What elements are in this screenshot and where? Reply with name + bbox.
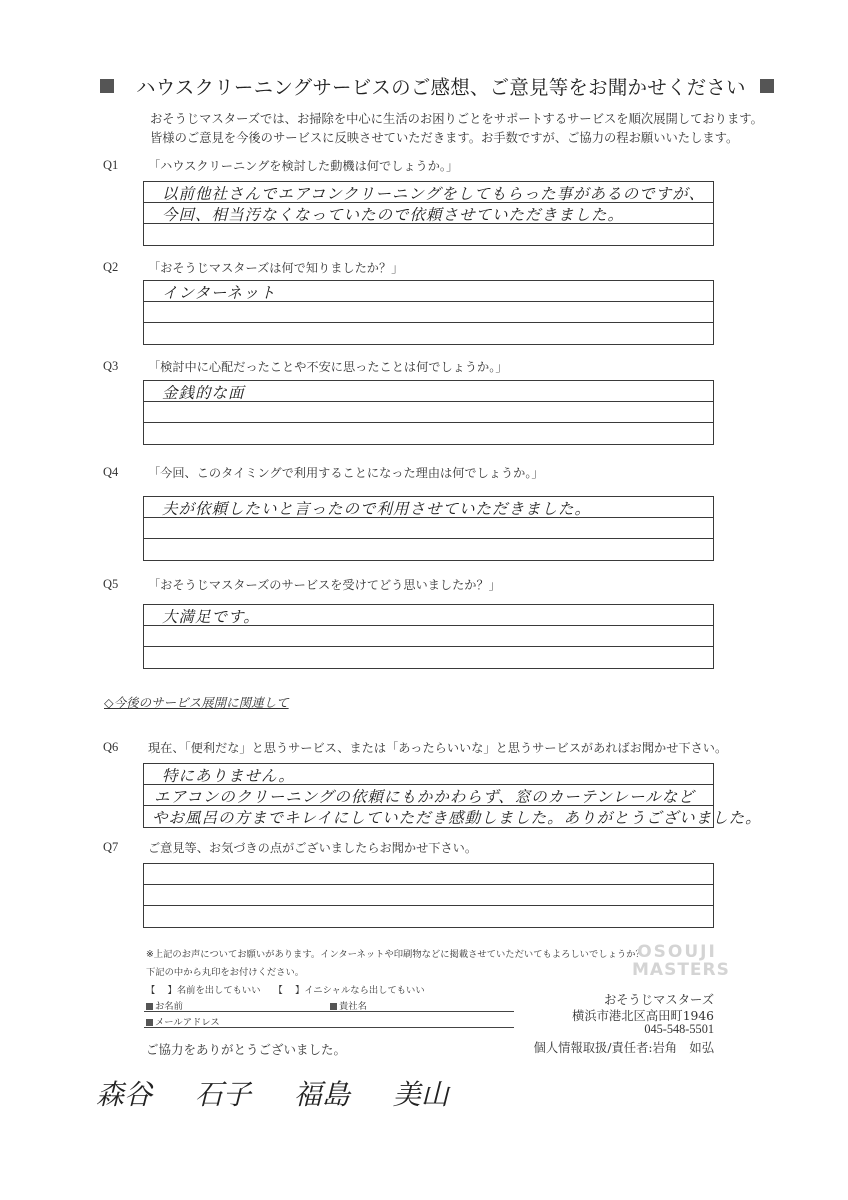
square-bullet-icon (760, 79, 774, 93)
q2-text: 「おそうじマスターズは何で知りましたか？」 (148, 261, 404, 275)
answer-row[interactable] (144, 497, 713, 518)
privacy-officer: 個人情報取扱/責任者:岩角 如弘 (533, 1041, 714, 1055)
square-bullet-icon (330, 1003, 337, 1010)
company-logo (632, 942, 730, 980)
name-field[interactable] (146, 998, 183, 1012)
square-bullet-icon (146, 1003, 153, 1010)
option-name-ok[interactable]: 【 】名前を出してもいい (146, 985, 261, 996)
divider (144, 1027, 514, 1028)
q6-label: Q6 (103, 740, 119, 754)
consent-note-1: ※上記のお声についてお願いがあります。インターネットや印刷物などに掲載させていただいてもよろしいでしょうか？ (146, 949, 645, 960)
section-heading: ◇今後のサービス展開に関連して (104, 695, 289, 710)
q7-answer-box[interactable] (143, 863, 714, 928)
handwritten-answer: 大満足です。 (162, 608, 260, 626)
handwritten-answer: エアコンのクリーニングの依頼にもかかわらず、窓のカーテンレールなど (154, 788, 695, 806)
q3-answer-box[interactable] (143, 380, 714, 445)
square-bullet-icon (146, 1019, 153, 1026)
q3-label: Q3 (103, 359, 119, 373)
answer-row[interactable] (144, 224, 713, 245)
answer-row[interactable] (144, 281, 713, 302)
handwritten-signatures (96, 1073, 483, 1113)
q1-label: Q1 (103, 158, 119, 172)
q2-answer-box[interactable] (143, 280, 714, 345)
handwritten-answer: 今回、相当汚なくなっていたので依頼させていただきました。 (162, 206, 625, 224)
intro-line-2: 皆様のご意見を今後のサービスに反映させていただきます。お手数ですが、ご協力の程お願いいたします。 (150, 131, 739, 145)
answer-row[interactable] (144, 402, 713, 423)
q5-label: Q5 (103, 577, 119, 591)
answer-row[interactable] (144, 906, 713, 927)
handwritten-answer: 夫が依頼したいと言ったので利用させていただきました。 (162, 500, 592, 518)
q5-answer-box[interactable] (143, 604, 714, 669)
handwritten-answer: やお風呂の方までキレイにしていただき感動しました。ありがとうございました。 (152, 809, 762, 827)
answer-row[interactable] (144, 518, 713, 539)
answer-row[interactable] (144, 203, 713, 224)
answer-row[interactable] (144, 806, 762, 827)
q4-text: 「今回、このタイミングで利用することになった理由は何でしょうか。」 (148, 466, 544, 480)
q6-text: 現在、「便利だな」と思うサービス、または「あったらいいな」と思うサービスがあればお聞かせ下さい。 (148, 741, 728, 755)
company-address: 横浜市港北区高田町1946 (572, 1009, 714, 1023)
handwritten-answer: 特にありません。 (162, 767, 295, 785)
q1-text: 「ハウスクリーニングを検討した動機は何でしょうか。」 (148, 159, 459, 173)
company-field[interactable] (330, 998, 367, 1012)
signature: 福島 (293, 1078, 350, 1111)
q7-label: Q7 (103, 840, 119, 854)
answer-row[interactable] (144, 302, 713, 323)
square-bullet-icon (100, 79, 114, 93)
signature: 石子 (194, 1078, 251, 1111)
signature: 森谷 (96, 1078, 153, 1111)
divider (144, 1011, 514, 1012)
signature: 美山 (392, 1078, 449, 1111)
q5-text: 「おそうじマスターズのサービスを受けてどう思いましたか？」 (148, 578, 501, 592)
email-field[interactable] (146, 1014, 220, 1028)
answer-row[interactable] (144, 381, 713, 402)
q7-text: ご意見等、お気づきの点がございましたらお聞かせ下さい。 (148, 841, 478, 855)
name-field-label: お名前 (155, 1001, 183, 1012)
company-name: おそうじマスターズ (603, 993, 714, 1007)
q1-answer-box[interactable] (143, 181, 714, 246)
intro-text (150, 110, 763, 148)
q6-answer-box[interactable] (143, 763, 762, 828)
answer-row[interactable] (144, 605, 713, 626)
handwritten-answer: 金銭的な面 (162, 384, 245, 402)
answer-row[interactable] (144, 647, 713, 668)
answer-row[interactable] (144, 182, 713, 203)
q3-text: 「検討中に心配だったことや不安に思ったことは何でしょうか。」 (148, 360, 508, 374)
option-initial-ok[interactable]: 【 】イニシャルなら出してもいい (273, 985, 425, 996)
handwritten-answer: 以前他社さんでエアコンクリーニングをしてもらった事があるのですが、 (162, 185, 706, 203)
answer-row[interactable] (144, 323, 713, 344)
form-title-text: ハウスクリーニングサービスのご感想、ご意見等をお聞かせください (136, 76, 746, 99)
logo-line-1: OSOUJI (637, 942, 717, 962)
answer-row[interactable] (144, 764, 713, 785)
thanks-text: ご協力をありがとうございました。 (146, 1042, 347, 1057)
q4-label: Q4 (103, 465, 119, 479)
handwritten-answer: インターネット (162, 284, 277, 302)
company-phone: 045-548-5501 (644, 1022, 714, 1036)
answer-row[interactable] (144, 626, 713, 647)
logo-line-2: MASTERS (632, 960, 730, 980)
answer-row[interactable] (144, 785, 713, 806)
answer-row[interactable] (144, 885, 713, 906)
q4-answer-box[interactable] (143, 496, 714, 561)
form-title (100, 72, 774, 100)
consent-note-2: 下記の中から丸印をお付けください。 (146, 967, 305, 978)
email-field-label: メールアドレス (155, 1017, 220, 1028)
answer-row[interactable] (144, 539, 713, 560)
answer-row[interactable] (144, 864, 713, 885)
answer-row[interactable] (144, 423, 713, 444)
q2-label: Q2 (103, 260, 119, 274)
intro-line-1: おそうじマスターズでは、お掃除を中心に生活のお困りごとをサポートするサービスを順次展開しております。 (150, 112, 763, 126)
consent-options (146, 982, 425, 996)
company-field-label: 貴社名 (339, 1001, 367, 1012)
